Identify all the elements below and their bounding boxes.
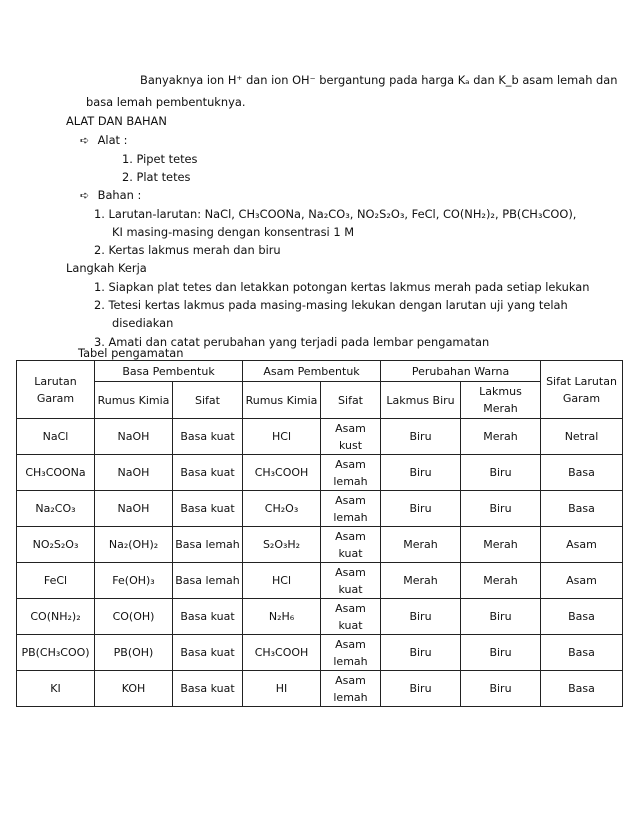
table-row <box>17 635 623 671</box>
intro-line-2: basa lemah pembentuknya. <box>86 95 246 109</box>
langkah-step-2-line-1: 2. Tetesi kertas lakmus pada masing-masing lekukan dengan larutan uji yang telah <box>94 298 568 312</box>
cell-basa: NaOH <box>95 455 173 491</box>
cell-sifat-basa: Basa kuat <box>173 599 243 635</box>
cell-sifat-larutan: Asam <box>541 563 623 599</box>
observation-table <box>16 360 623 707</box>
langkah-step-1: 1. Siapkan plat tetes dan letakkan potongan kertas lakmus merah pada setiap lekukan <box>94 280 590 294</box>
cell-lakmus-merah: Biru <box>461 491 541 527</box>
header-lakmus-merah: Lakmus Merah <box>461 382 541 419</box>
header-basa-pembentuk: Basa Pembentuk <box>95 361 243 382</box>
cell-lakmus-merah: Biru <box>461 599 541 635</box>
bahan-item-1-line-1: 1. Larutan-larutan: NaCl, CH₃COONa, Na₂CO₃, NO₂S₂O₃, FeCl, CO(NH₂)₂, PB(CH₃COO), <box>94 207 577 221</box>
cell-lakmus-biru: Biru <box>381 599 461 635</box>
cell-sifat-basa: Basa kuat <box>173 491 243 527</box>
cell-lakmus-biru: Biru <box>381 671 461 707</box>
cell-lakmus-merah: Merah <box>461 563 541 599</box>
table-caption: Tabel pengamatan <box>78 346 184 360</box>
cell-garam: NaCl <box>17 419 95 455</box>
cell-lakmus-biru: Merah <box>381 563 461 599</box>
header-sifat-basa: Sifat <box>173 382 243 419</box>
cell-sifat-asam: Asam lemah <box>321 491 381 527</box>
intro-line-1: Banyaknya ion H⁺ dan ion OH⁻ bergantung pada harga Kₐ dan K_b asam lemah dan <box>140 73 618 87</box>
header-asam-pembentuk: Asam Pembentuk <box>243 361 381 382</box>
arrow-right-icon: ➪ <box>80 189 90 202</box>
cell-sifat-asam: Asam kuat <box>321 527 381 563</box>
cell-basa: NaOH <box>95 419 173 455</box>
alat-item-1: 1. Pipet tetes <box>122 152 198 166</box>
cell-basa: PB(OH) <box>95 635 173 671</box>
cell-lakmus-biru: Biru <box>381 635 461 671</box>
section-title: ALAT DAN BAHAN <box>66 114 167 128</box>
bahan-heading <box>80 188 141 203</box>
cell-asam: HCl <box>243 563 321 599</box>
cell-sifat-larutan: Basa <box>541 635 623 671</box>
cell-sifat-larutan: Basa <box>541 599 623 635</box>
cell-sifat-asam: Asam kust <box>321 419 381 455</box>
cell-sifat-basa: Basa lemah <box>173 563 243 599</box>
cell-lakmus-biru: Biru <box>381 491 461 527</box>
cell-sifat-asam: Asam lemah <box>321 635 381 671</box>
header-sifat-larutan-garam: Sifat Larutan Garam <box>541 361 623 419</box>
header-rumus-kimia-asam: Rumus Kimia <box>243 382 321 419</box>
cell-basa: KOH <box>95 671 173 707</box>
header-larutan-garam: Larutan Garam <box>17 361 95 419</box>
cell-sifat-basa: Basa kuat <box>173 671 243 707</box>
header-sifat-asam: Sifat <box>321 382 381 419</box>
table-row <box>17 527 623 563</box>
cell-asam: CH₃COOH <box>243 455 321 491</box>
cell-sifat-asam: Asam kuat <box>321 563 381 599</box>
header-lakmus-biru: Lakmus Biru <box>381 382 461 419</box>
cell-garam: CH₃COONa <box>17 455 95 491</box>
alat-label: Alat : <box>97 133 128 147</box>
cell-garam: KI <box>17 671 95 707</box>
bahan-item-1-line-2: KI masing-masing dengan konsentrasi 1 M <box>112 225 355 239</box>
cell-basa: Na₂(OH)₂ <box>95 527 173 563</box>
cell-sifat-larutan: Basa <box>541 671 623 707</box>
cell-garam: NO₂S₂O₃ <box>17 527 95 563</box>
cell-garam: CO(NH₂)₂ <box>17 599 95 635</box>
cell-sifat-asam: Asam lemah <box>321 455 381 491</box>
cell-sifat-basa: Basa kuat <box>173 419 243 455</box>
cell-asam: HCl <box>243 419 321 455</box>
cell-sifat-larutan: Netral <box>541 419 623 455</box>
cell-sifat-basa: Basa kuat <box>173 635 243 671</box>
header-rumus-kimia-basa: Rumus Kimia <box>95 382 173 419</box>
table-row <box>17 455 623 491</box>
table-row <box>17 671 623 707</box>
cell-sifat-basa: Basa kuat <box>173 455 243 491</box>
cell-lakmus-merah: Biru <box>461 671 541 707</box>
langkah-step-3: 3. Amati dan catat perubahan yang terjadi pada lembar pengamatan <box>94 335 490 349</box>
cell-sifat-larutan: Asam <box>541 527 623 563</box>
cell-lakmus-biru: Merah <box>381 527 461 563</box>
cell-asam: N₂H₆ <box>243 599 321 635</box>
cell-lakmus-merah: Merah <box>461 527 541 563</box>
cell-lakmus-biru: Biru <box>381 455 461 491</box>
cell-sifat-asam: Asam lemah <box>321 671 381 707</box>
alat-item-2: 2. Plat tetes <box>122 170 191 184</box>
table-row <box>17 563 623 599</box>
alat-heading <box>80 133 128 148</box>
bahan-label: Bahan : <box>97 188 142 202</box>
cell-lakmus-merah: Biru <box>461 635 541 671</box>
cell-sifat-larutan: Basa <box>541 491 623 527</box>
cell-sifat-larutan: Basa <box>541 455 623 491</box>
langkah-title: Langkah Kerja <box>66 261 147 275</box>
table-row <box>17 599 623 635</box>
table-row <box>17 491 623 527</box>
arrow-right-icon: ➪ <box>80 134 90 147</box>
cell-garam: FeCl <box>17 563 95 599</box>
cell-lakmus-merah: Merah <box>461 419 541 455</box>
cell-asam: S₂O₃H₂ <box>243 527 321 563</box>
bahan-item-2: 2. Kertas lakmus merah dan biru <box>94 243 281 257</box>
cell-asam: CH₃COOH <box>243 635 321 671</box>
cell-basa: CO(OH) <box>95 599 173 635</box>
cell-lakmus-merah: Biru <box>461 455 541 491</box>
cell-sifat-basa: Basa lemah <box>173 527 243 563</box>
table-row <box>17 419 623 455</box>
cell-garam: Na₂CO₃ <box>17 491 95 527</box>
cell-lakmus-biru: Biru <box>381 419 461 455</box>
header-perubahan-warna: Perubahan Warna <box>381 361 541 382</box>
langkah-step-2-line-2: disediakan <box>112 316 174 330</box>
cell-basa: NaOH <box>95 491 173 527</box>
cell-asam: CH₂O₃ <box>243 491 321 527</box>
cell-sifat-asam: Asam kuat <box>321 599 381 635</box>
cell-garam: PB(CH₃COO) <box>17 635 95 671</box>
cell-asam: HI <box>243 671 321 707</box>
cell-basa: Fe(OH)₃ <box>95 563 173 599</box>
